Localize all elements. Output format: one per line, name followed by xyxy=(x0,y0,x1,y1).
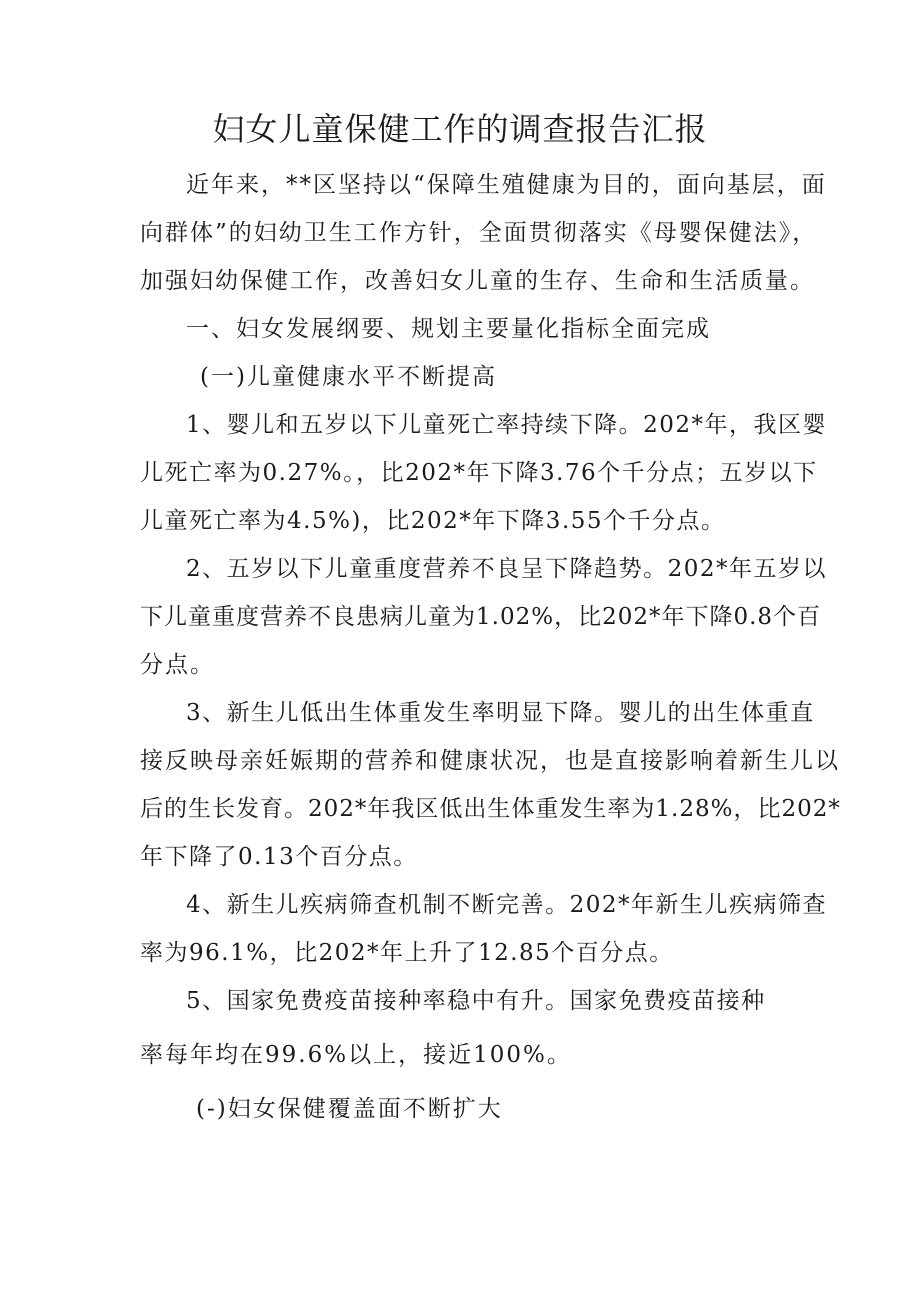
paragraph-line: 1、婴儿和五岁以下儿童死亡率持续下降。202*年，我区婴 xyxy=(186,412,828,438)
paragraph-line: 后的生长发育。202*年我区低出生体重发生率为1.28%，比202* xyxy=(140,796,841,822)
paragraph-line: 5、国家免费疫苗接种率稳中有升。国家免费疫苗接种 xyxy=(186,988,766,1014)
paragraph-line: 3、新生儿低出生体重发生率明显下降。婴儿的出生体重直 xyxy=(186,700,815,726)
paragraph-line: 年下降了0.13个百分点。 xyxy=(140,844,418,870)
paragraph-line: 率为96.1%，比202*年上升了12.85个百分点。 xyxy=(140,940,674,966)
paragraph-line: 儿死亡率为0.27%。，比202*年下降3.76个千分点；五岁以下 xyxy=(140,460,818,486)
paragraph-line: 儿童死亡率为4.5%)，比202*年下降3.55个千分点。 xyxy=(140,508,726,534)
paragraph-line: 率每年均在99.6%以上，接近100%。 xyxy=(140,1042,572,1068)
subsection-heading: (一)儿童健康水平不断提高 xyxy=(200,364,497,390)
subsection-heading: (-)妇女保健覆盖面不断扩大 xyxy=(196,1096,503,1122)
paragraph-line: 向群体”的妇幼卫生工作方针，全面贯彻落实《母婴保健法》， xyxy=(140,220,818,246)
paragraph-line: 下儿童重度营养不良患病儿童为1.02%，比202*年下降0.8个百 xyxy=(140,604,822,630)
paragraph-line: 接反映母亲妊娠期的营养和健康状况，也是直接影响着新生儿以 xyxy=(140,748,840,774)
document-title: 妇女儿童保健工作的调查报告汇报 xyxy=(212,110,708,148)
paragraph-line: 近年来，**区坚持以“保障生殖健康为目的，面向基层，面 xyxy=(186,172,827,198)
paragraph-line: 分点。 xyxy=(140,652,215,678)
paragraph-line: 2、五岁以下儿童重度营养不良呈下降趋势。202*年五岁以 xyxy=(186,556,828,582)
paragraph-line: 4、新生儿疾病筛查机制不断完善。202*年新生儿疾病筛查 xyxy=(186,892,828,918)
paragraph-line: 加强妇幼保健工作，改善妇女儿童的生存、生命和生活质量。 xyxy=(140,268,815,294)
section-heading: 一、妇女发展纲要、规划主要量化指标全面完成 xyxy=(186,316,711,342)
